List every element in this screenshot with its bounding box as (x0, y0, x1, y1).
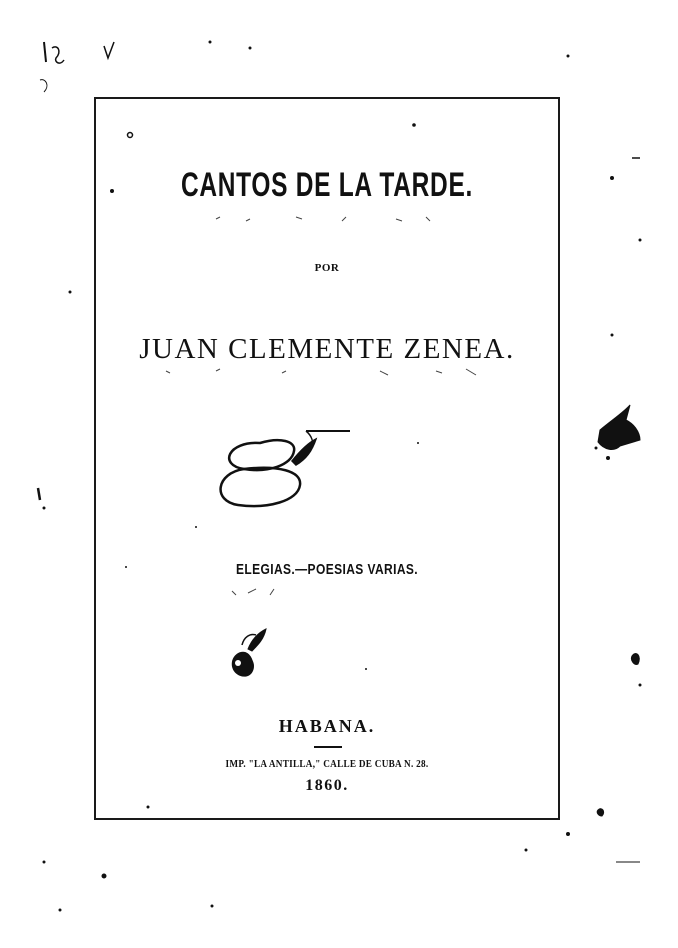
flourish-ornament-icon (208, 425, 358, 515)
by-line: POR (314, 262, 340, 274)
subtitle: ELEGIAS.—POESIAS VARIAS. (235, 561, 419, 578)
title-page-border-frame (94, 97, 560, 820)
small-flourish-ornament-icon (226, 623, 272, 683)
publication-year: 1860. (305, 777, 349, 794)
publication-city: HABANA. (278, 716, 376, 736)
author-name: JUAN CLEMENTE ZENEA. (139, 333, 515, 365)
printer-imprint: IMP. "LA ANTILLA," CALLE DE CUBA N. 28. (225, 759, 429, 770)
book-title: CANTOS DE LA TARDE. (180, 166, 474, 204)
divider-rule (314, 746, 342, 748)
